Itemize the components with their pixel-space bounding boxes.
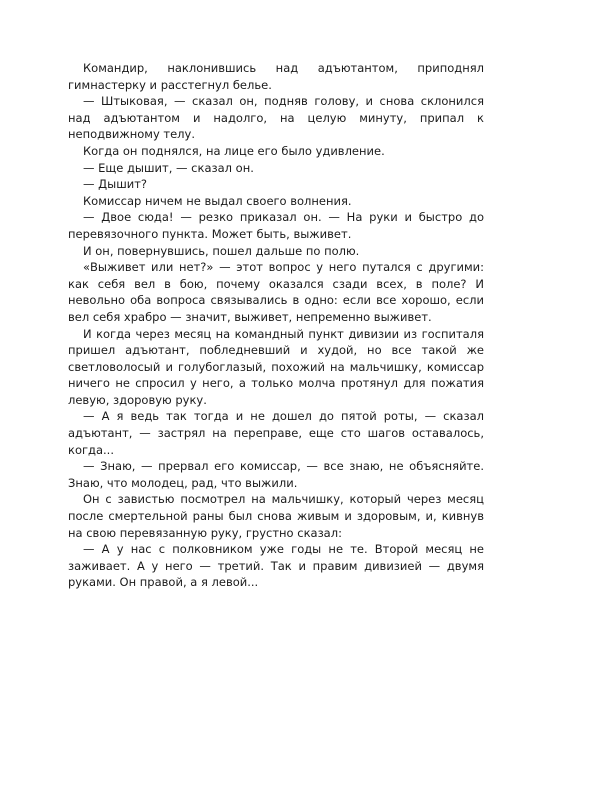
paragraph: — Штыковая, — сказал он, подняв голову, и снова склонился над адъютантом и надолго, на целую минуту, припал к неподвижному телу.	[68, 94, 484, 142]
paragraph: — А я ведь так тогда и не дошел до пятой роты, — сказал адъютант, — застрял на переправе, еще сто шагов оставалось, когда...	[68, 409, 484, 457]
paragraph: Комиссар ничем не выдал своего волнения.	[83, 193, 352, 208]
paragraph: — Двое сюда! — резко приказал он. — На руки и быстро до перевязочного пункта. Может быть, выживет.	[68, 210, 484, 241]
document-page	[68, 60, 484, 591]
paragraph: — Знаю, — прервал его комиссар, — все знаю, не объясняйте. Знаю, что молодец, рад, что выжили.	[68, 459, 484, 490]
paragraph: «Выживет или нет?» — этот вопрос у него путался с другими: как себя вел в бою, почему оказался сзади всех, в поле? И невольно оба вопроса связывались в одно: если все хорошо, если вел себя храбро — значит, выживет, непременно выживет.	[68, 260, 484, 324]
paragraph: Он с завистью посмотрел на мальчишку, который через месяц после смертельной раны был снова живым и здоровым, и, кивнув на свою перевязанную руку, грустно сказал:	[68, 492, 484, 540]
paragraph: — Дышит?	[83, 177, 148, 192]
paragraph: Когда он поднялся, на лице его было удивление.	[83, 143, 385, 158]
paragraph: И он, повернувшись, пошел дальше по полю.	[83, 243, 360, 258]
paragraph: — Еще дышит, — сказал он.	[83, 160, 254, 175]
paragraph: — А у нас с полковником уже годы не те. Второй месяц не заживает. А у него — третий. Так и правим дивизией — двумя руками. Он правой, а я левой...	[68, 542, 484, 590]
paragraph: Командир, наклонившись над адъютантом, приподнял гимнастерку и расстегнул белье.	[68, 61, 484, 92]
paragraph: И когда через месяц на командный пункт дивизии из госпиталя пришел адъютант, побледневший и худой, но все такой же светловолосый и голубоглазый, похожий на мальчишку, комиссар ничего не спросил у него, а только молча протянул для пожатия левую, здоровую руку.	[68, 326, 484, 407]
